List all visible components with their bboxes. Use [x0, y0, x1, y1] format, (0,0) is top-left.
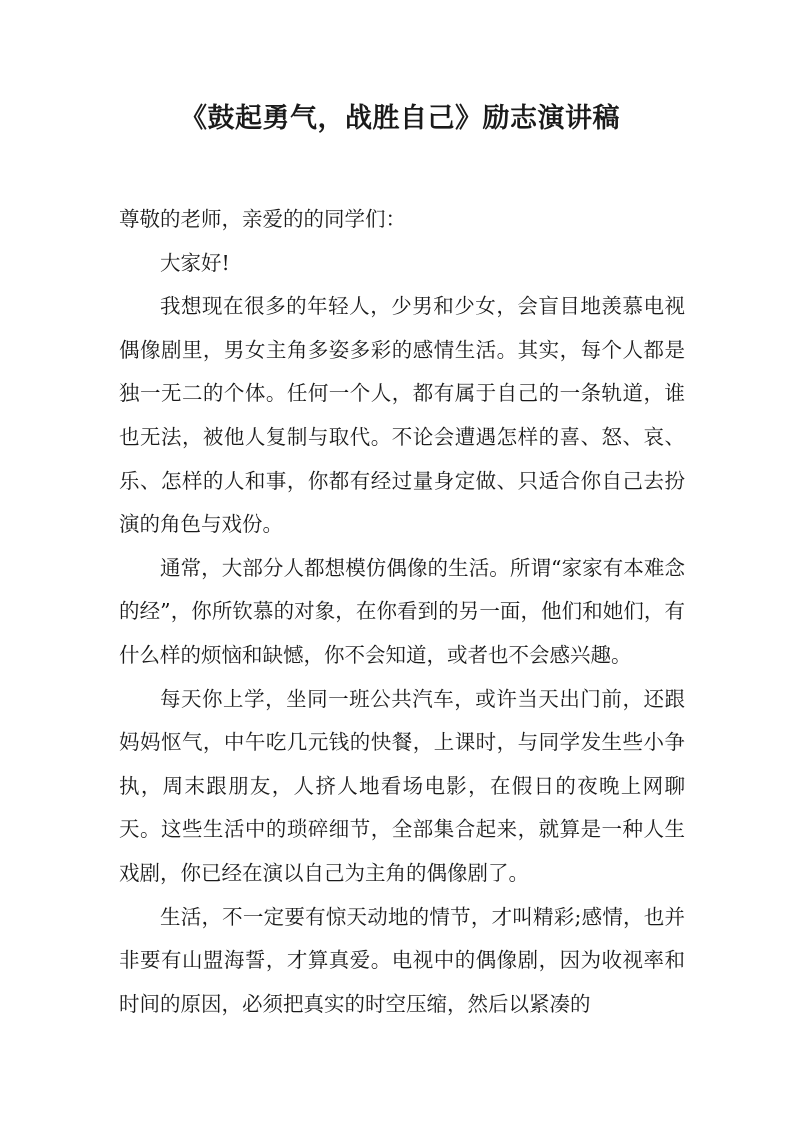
- salutation: 尊敬的老师，亲爱的的同学们：: [119, 207, 406, 231]
- paragraph: 每天你上学，坐同一班公共汽车，或许当天出门前，还跟妈妈怄气，中午吃几元钱的快餐，上课时，与同学发生些小争执，周末跟朋友，人挤人地看场电影，在假日的夜晚上网聊天。这些生活中的琐碎细节，全部集合起来，就算是一种人生戏剧，你已经在演以自己为主角的偶像剧了。: [119, 686, 685, 885]
- paragraph-greeting: 大家好!: [160, 250, 230, 275]
- paragraph: 生活，不一定要有惊天动地的情节，才叫精彩;感情，也并非要有山盟海誓，才算真爱。电视中的偶像剧，因为收视率和时间的原因，必须把真实的时空压缩，然后以紧凑的: [119, 904, 685, 1016]
- paragraph: 我想现在很多的年轻人，少男和少女，会盲目地羡慕电视偶像剧里，男女主角多姿多彩的感情生活。其实，每个人都是独一无二的个体。任何一个人，都有属于自己的一条轨道，谁也无法，被他人复制与取代。不论会遭遇怎样的喜、怒、哀、乐、怎样的人和事，你都有经过量身定做、只适合你自己去扮演的角色与戏份。: [119, 294, 685, 537]
- document-body: [119, 198, 685, 1026]
- document-title: 《鼓起勇气，战胜自己》励志演讲稿: [180, 103, 620, 134]
- paragraph: 通常，大部分人都想模仿偶像的生活。所谓“家家有本难念的经”，你所钦慕的对象，在你看到的另一面，他们和她们，有什么样的烦恼和缺憾，你不会知道，或者也不会感兴趣。: [119, 555, 685, 667]
